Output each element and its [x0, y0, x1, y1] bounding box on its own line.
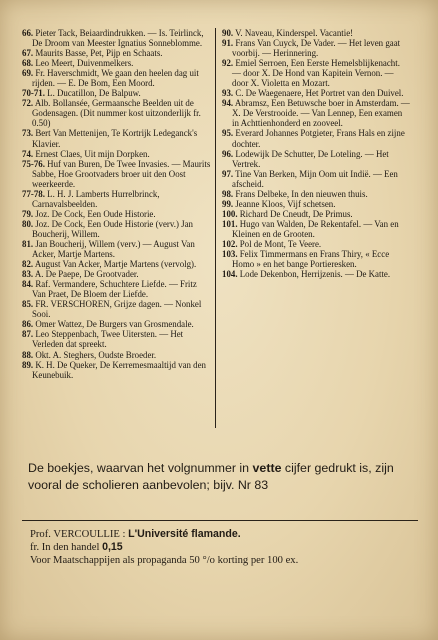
catalog-entry: [222, 98, 410, 128]
entry-text: Emiel Serroen, Een Eerste Hemelsblijkenacht. — door X. De Hond van Kapitein Vernon. — door X. Violetta en Mozart.: [232, 58, 400, 89]
entry-number: 88.: [22, 349, 34, 360]
catalog-entry: [222, 88, 410, 98]
catalog-entry: [22, 239, 211, 259]
entry-number: 101.: [222, 218, 238, 229]
entry-text: Raf. Vermandere, Schuchtere Liefde. — Fritz Van Praet, De Bloem der Liefde.: [32, 279, 197, 300]
entry-number: 68.: [22, 58, 34, 69]
entry-text: L. H. J. Lamberts Hurrelbrinck, Carnavalsbeelden.: [32, 188, 160, 209]
entry-text: A. De Paepe, De Grootvader.: [33, 269, 139, 280]
entry-number: 85.: [22, 299, 34, 310]
catalog-entry: [22, 329, 211, 349]
notice-text-a: De boekjes, waarvan het volgnummer in: [28, 461, 253, 475]
catalog-entry: [222, 239, 410, 249]
entry-number: 99.: [222, 198, 234, 209]
catalog-entry: [22, 269, 211, 279]
catalog-entry: [22, 48, 211, 58]
entry-number: 69.: [22, 68, 34, 79]
entry-text: Omer Wattez, De Burgers van Grosmendale.: [33, 319, 194, 330]
entry-text: Felix Timmermans en Frans Thiry, « Ecce Homo » en het bange Portieresken.: [232, 249, 390, 270]
entry-number: 84.: [22, 279, 34, 290]
entry-number: 67.: [22, 48, 34, 59]
entry-text: Joz. De Cock, Een Oude Historie.: [33, 208, 156, 219]
catalog-entry: [22, 189, 211, 209]
entry-number: 104.: [222, 269, 238, 280]
catalog-entry: [22, 209, 211, 219]
entry-text: Ernest Claes, Uit mijn Dorpken.: [33, 148, 150, 159]
entry-text: K. H. De Queker, De Kerremesmaaltijd van den Keunebuik.: [32, 359, 206, 380]
entry-number: 86.: [22, 319, 34, 330]
entry-text: Okt. A. Steghers, Oudste Broeder.: [33, 349, 157, 360]
ad-prefix: Prof. VERCOULLIE :: [30, 529, 129, 540]
entry-text: Lodewijk De Schutter, De Loteling. — Het Vertrek.: [232, 148, 389, 169]
recommendation-notice: [28, 460, 420, 494]
catalog-entry: [22, 28, 211, 48]
entry-text: C. De Waegenaere, Het Portret van den Duivel.: [233, 88, 404, 99]
catalog-entry: [22, 159, 211, 189]
entry-number: 81.: [22, 238, 34, 249]
ad-line-1: [30, 528, 420, 541]
entry-number: 70-71.: [22, 88, 45, 99]
entry-number: 100.: [222, 208, 238, 219]
catalog-entry: [222, 209, 410, 219]
catalog-entry: [222, 189, 410, 199]
entry-number: 73.: [22, 128, 34, 139]
entry-number: 74.: [22, 148, 34, 159]
catalog-entry: [22, 58, 211, 68]
catalog-entry: [222, 249, 410, 269]
catalog-entry: [22, 259, 211, 269]
catalog-entry: [222, 28, 410, 38]
catalog-entry: [22, 149, 211, 159]
notice-bold-word: vette: [252, 461, 282, 475]
entry-text: Fr. Haverschmidt, We gaan den heelen dag uit rijden. — E. De Bom, Een Moord.: [32, 68, 199, 89]
catalog-entry: [222, 199, 410, 209]
entry-text: L. Ducatillon, De Balpuw.: [44, 88, 141, 99]
catalog-entry: [222, 169, 410, 189]
catalog-entry: [22, 350, 211, 360]
entry-text: Jan Boucherij, Willem (verv.) — August Van Acker, Martje Martens.: [32, 238, 195, 260]
ad-title: L'Université flamande.: [128, 528, 241, 540]
entry-number: 97.: [222, 168, 234, 179]
divider-line: [22, 520, 418, 521]
entry-number: 103.: [222, 249, 238, 260]
ad-price-label: fr. In den handel: [30, 542, 103, 554]
entry-text: Lode Dekenbon, Herrijzenis. — De Katte.: [237, 269, 391, 280]
catalog-entry: [222, 128, 410, 148]
entry-text: V. Naveau, Kinderspel. Vacantie!: [233, 28, 354, 38]
catalog-entry: [22, 279, 211, 299]
entry-number: 80.: [22, 218, 34, 229]
catalog-columns: [22, 28, 410, 428]
entry-number: 82.: [22, 259, 34, 270]
entry-number: 79.: [22, 208, 34, 219]
entry-text: Joz. De Cock, Een Oude Historie (verv.) Jan Boucherij, Willem.: [32, 218, 193, 239]
catalog-entry: [222, 149, 410, 169]
entry-text: Abramsz, Een Betuwsche boer in Amsterdam. — X. De Verstrooide. — Van Lennep, Een examen in Achttienhonderd en zooveel.: [232, 98, 410, 129]
catalog-entry: [22, 68, 211, 88]
entry-text: FR. VERSCHOREN, Grijze dagen. — Nonkel Sooi.: [32, 299, 202, 320]
catalog-entry: [222, 38, 410, 58]
entry-text: Pol de Mont, Te Veere.: [237, 238, 322, 249]
entry-number: 94.: [222, 98, 234, 109]
catalog-entry: [222, 219, 410, 239]
entry-number: 102.: [222, 238, 238, 249]
catalog-column-left: [22, 28, 216, 428]
entry-text: Bert Van Mettenijen, Te Kortrijk Ledeganck's Klavier.: [32, 128, 198, 149]
entry-text: Tine Van Berken, Mijn Oom uit Indië. — Een afscheid.: [232, 168, 398, 189]
entry-text: Hugo van Walden, De Rekentafel. — Van en Kleinen en de Grooten.: [232, 218, 399, 239]
catalog-entry: [22, 299, 211, 319]
entry-number: 96.: [222, 148, 234, 159]
entry-number: 91.: [222, 38, 234, 49]
entry-number: 77-78.: [22, 188, 45, 199]
entry-number: 95.: [222, 128, 234, 139]
entry-text: Leo Steppenbach, Twee Uitersten. — Het Verleden dat spreekt.: [32, 329, 184, 350]
entry-text: Jeanne Kloos, Vijf schetsen.: [233, 198, 336, 209]
advertisement: [30, 528, 420, 567]
entry-text: Frans Delbeke, In den nieuwen thuis.: [233, 188, 368, 199]
entry-number: 90.: [222, 28, 234, 38]
catalog-entry: [22, 219, 211, 239]
entry-text: Leo Meert, Duivenmelkers.: [33, 58, 134, 69]
entry-number: 87.: [22, 329, 34, 340]
ad-line-2: [30, 541, 420, 554]
entry-text: Maurits Basse, Pet, Pijp en Schaats.: [33, 48, 163, 59]
entry-text: August Van Acker, Martje Martens (vervolg).: [33, 259, 197, 270]
entry-text: Everard Johannes Potgieter, Frans Hals en zijne dochter.: [232, 128, 405, 149]
ad-line-3: Voor Maatschappijen als propaganda 50 °/o korting per 100 ex.: [30, 554, 299, 566]
entry-number: 66.: [22, 28, 34, 38]
catalog-entry: [22, 128, 211, 148]
entry-number: 93.: [222, 88, 234, 99]
entry-text: Pieter Tack, Beiaardindrukken. — Is. Teirlinck, De Droom van Meester Ignatius Sonneblomme.: [32, 28, 204, 49]
entry-number: 83.: [22, 269, 34, 280]
entry-number: 98.: [222, 188, 234, 199]
entry-number: 92.: [222, 58, 234, 69]
entry-number: 89.: [22, 359, 34, 370]
entry-text: Frans Van Cuyck, De Vader. — Het leven gaat voorbij. — Herinnering.: [232, 38, 401, 59]
catalog-entry: [222, 58, 410, 88]
entry-text: Richard De Cneudt, De Primus.: [237, 208, 353, 219]
catalog-entry: [22, 360, 211, 380]
entry-number: 75-76.: [22, 158, 45, 169]
catalog-entry: [22, 319, 211, 329]
entry-number: 72.: [22, 98, 34, 109]
catalog-column-right: [216, 28, 410, 428]
entry-text: Huf van Buren, De Twee Invasies. — Maurits Sabbe, Hoe Grootvaders broer uit den Oost weerkeerde.: [32, 158, 211, 189]
ad-price: 0,15: [102, 541, 123, 554]
entry-text: Alb. Bollansée, Germaansche Beelden uit de Godensagen. (Dit nummer kost uitzonderlijk fr. 0.50): [32, 98, 201, 129]
catalog-entry: [22, 88, 211, 98]
catalog-entry: [22, 98, 211, 128]
notice-text-b: cijfer gedrukt is, zijn vooral de scholieren aanbevolen; bijv. Nr 83: [28, 461, 394, 492]
catalog-entry: [222, 269, 410, 279]
